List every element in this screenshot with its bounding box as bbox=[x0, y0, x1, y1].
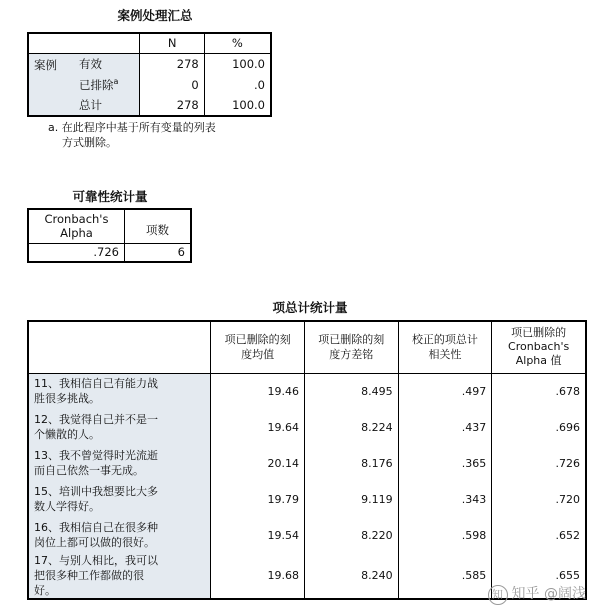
reliability-title: 可靠性统计量 bbox=[72, 189, 148, 204]
table-row bbox=[28, 481, 586, 517]
col-header-n: N bbox=[140, 33, 204, 53]
cell-pct: 100.0 bbox=[232, 56, 265, 71]
cell-alpha: .655 bbox=[555, 569, 580, 582]
cell-items: 6 bbox=[177, 245, 185, 260]
col-header-scale-mean: 项已删除的刻 度均值 bbox=[211, 321, 305, 373]
cell-correlation: .343 bbox=[398, 481, 492, 517]
cell-alpha: .652 bbox=[555, 528, 580, 542]
cell-mean: 19.64 bbox=[211, 409, 305, 445]
corner-cell bbox=[28, 33, 140, 53]
case-summary-table bbox=[27, 32, 272, 117]
cell-mean: 20.14 bbox=[211, 445, 305, 481]
item-label: 12、我觉得自己并不是一 个懒散的人。 bbox=[28, 409, 211, 445]
cell-pct: 100.0 bbox=[232, 98, 265, 112]
cell-correlation: .598 bbox=[398, 517, 492, 553]
table-row bbox=[28, 53, 271, 74]
row-label: 有效 bbox=[74, 53, 140, 74]
col-header-alpha: Cronbach's Alpha bbox=[28, 209, 125, 243]
reliability-table bbox=[27, 208, 192, 263]
table-row bbox=[28, 517, 586, 553]
footnote-marker: a bbox=[113, 76, 119, 86]
col-header-scale-variance: 项已删除的刻 度方差铭 bbox=[304, 321, 398, 373]
col-header-items: 项数 bbox=[125, 209, 192, 243]
item-total-title: 项总计统计量 bbox=[272, 300, 348, 315]
col-header-corrected-correlation: 校正的项总计 相关性 bbox=[398, 321, 492, 373]
cell-correlation: .497 bbox=[398, 373, 492, 409]
row-label: 总计 bbox=[74, 95, 140, 116]
table-row bbox=[28, 409, 586, 445]
zhihu-logo-icon: 知 bbox=[488, 585, 508, 605]
col-header-alpha-if-deleted: 项已删除的 Cronbach's Alpha 值 bbox=[492, 321, 586, 373]
corner-cell bbox=[28, 321, 211, 373]
row-label: 已排除$^a$ bbox=[74, 74, 140, 95]
item-total-table bbox=[27, 320, 587, 600]
cell-alpha: .696 bbox=[555, 420, 580, 434]
item-label: 16、我相信自己在很多种 岗位上都可以做的很好。 bbox=[28, 517, 211, 553]
item-label: 15、培训中我想要比大多 数人学得好。 bbox=[28, 481, 211, 517]
cell-mean: 19.54 bbox=[211, 517, 305, 553]
cell-n: 0 bbox=[140, 74, 204, 95]
cell-alpha: .726 bbox=[28, 243, 125, 262]
item-label: 17、与别人相比，我可以 把很多种工作都做的很 好。 bbox=[28, 553, 211, 599]
cell-variance: 8.176 bbox=[304, 445, 398, 481]
col-header-pct: % bbox=[204, 33, 271, 53]
cell-n: 278 bbox=[140, 95, 204, 116]
cell-correlation: .437 bbox=[398, 409, 492, 445]
watermark-text: 知乎 @阔浅 bbox=[511, 586, 586, 602]
cell-mean: 19.68 bbox=[211, 553, 305, 599]
cell-mean: 19.46 bbox=[211, 373, 305, 409]
watermark bbox=[488, 583, 586, 605]
cell-alpha: .678 bbox=[555, 384, 580, 398]
table-row bbox=[28, 445, 586, 481]
cell-alpha: .720 bbox=[555, 492, 580, 506]
item-label: 11、我相信自己有能力战 胜很多挑战。 bbox=[28, 373, 211, 409]
cell-variance: 8.220 bbox=[304, 517, 398, 553]
cell-correlation: .585 bbox=[398, 553, 492, 599]
cell-alpha: .726 bbox=[555, 456, 580, 470]
cell-mean: 19.79 bbox=[211, 481, 305, 517]
cell-pct: .0 bbox=[254, 77, 265, 92]
case-summary-footnote: a. 在此程序中基于所有变量的列表 方式删除。 bbox=[48, 121, 216, 149]
table-row bbox=[28, 373, 586, 409]
item-label: 13、我不曾觉得时光流逝 而自己依然一事无成。 bbox=[28, 445, 211, 481]
cell-correlation: .365 bbox=[398, 445, 492, 481]
cell-variance: 9.119 bbox=[304, 481, 398, 517]
cell-n: 278 bbox=[140, 53, 204, 74]
case-summary-title: 案例处理汇总 bbox=[117, 8, 193, 23]
cell-variance: 8.495 bbox=[304, 373, 398, 409]
row-group-label: 案例 bbox=[28, 53, 74, 116]
cell-variance: 8.240 bbox=[304, 553, 398, 599]
cell-variance: 8.224 bbox=[304, 409, 398, 445]
